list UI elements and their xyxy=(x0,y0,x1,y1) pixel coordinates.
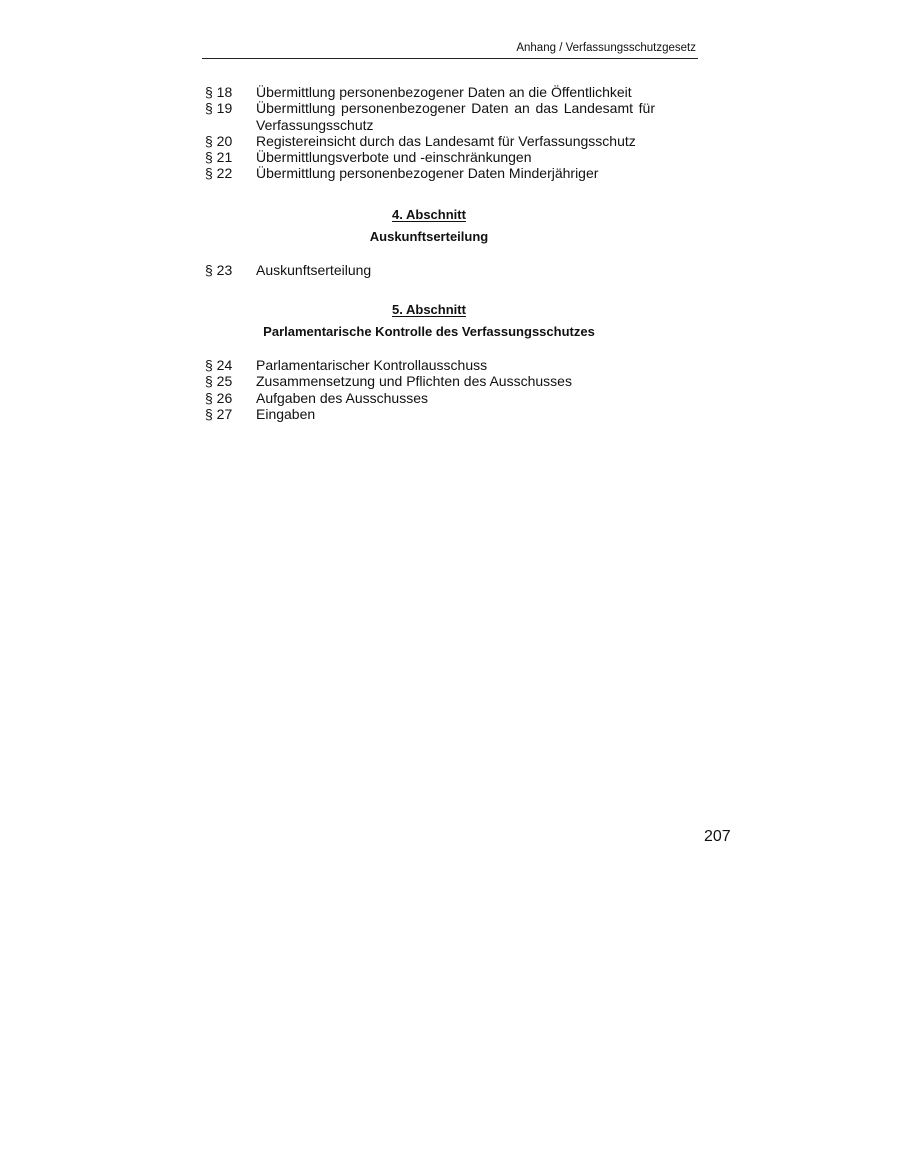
toc-entry xyxy=(205,165,665,181)
toc-entry-title: Registereinsicht durch das Landesamt für Verfassungsschutz xyxy=(256,132,636,149)
toc-entry xyxy=(205,262,665,278)
toc-entry xyxy=(205,149,665,165)
toc-list-group-2 xyxy=(205,262,665,278)
toc-list-group-3 xyxy=(205,357,665,422)
section-4-title: Auskunftserteilung xyxy=(369,229,489,244)
toc-entry-number: § 21 xyxy=(205,149,233,166)
running-header xyxy=(202,41,698,59)
toc-entry-number: § 26 xyxy=(205,389,233,406)
toc-entry-number: § 24 xyxy=(205,357,233,373)
toc-entry-title: Übermittlung personenbezogener Daten an die Öffentlichkeit xyxy=(256,84,632,100)
toc-entry xyxy=(205,406,665,422)
toc-entry-title: Parlamentarischer Kontrollausschuss xyxy=(256,357,488,373)
toc-entry xyxy=(205,357,665,373)
toc-entry-title: Übermittlung personenbezogener Daten an das Landesamt für Verfassungsschutz xyxy=(256,100,655,133)
toc-entry-number: § 23 xyxy=(205,262,233,278)
toc-entry-title: Eingaben xyxy=(256,405,316,422)
running-header-text: Anhang / Verfassungsschutzgesetz xyxy=(516,42,696,54)
toc-entry-number: § 20 xyxy=(205,132,233,149)
toc-entry-number: § 22 xyxy=(205,165,233,182)
toc-entry xyxy=(205,100,665,133)
toc-entry-title: Übermittlungsverbote und -einschränkungen xyxy=(256,149,532,166)
toc-entry-title: Zusammensetzung und Pflichten des Ausschusses xyxy=(256,373,572,390)
page-number: 207 xyxy=(704,828,731,845)
toc-entry xyxy=(205,84,665,100)
toc-entry-title: Übermittlung personenbezogener Daten Minderjähriger xyxy=(256,165,599,182)
toc-entry-number: § 27 xyxy=(205,405,233,422)
toc-entry xyxy=(205,373,665,389)
toc-entry-title: Aufgaben des Ausschusses xyxy=(256,389,429,406)
toc-entry-number: § 25 xyxy=(205,373,233,390)
toc-entry xyxy=(205,133,665,149)
section-5-title: Parlamentarische Kontrolle des Verfassungsschutzes xyxy=(263,324,595,339)
section-5-number xyxy=(202,302,656,318)
toc-entry xyxy=(205,390,665,406)
section-4-number xyxy=(202,207,656,223)
toc-list-group-1 xyxy=(205,84,665,182)
toc-entry-title: Auskunftserteilung xyxy=(256,262,372,278)
section-5-number-text: 5. Abschnitt xyxy=(392,302,466,317)
section-4-number-text: 4. Abschnitt xyxy=(392,207,466,222)
toc-entry-number: § 19 xyxy=(205,100,233,117)
toc-entry-number: § 18 xyxy=(205,84,233,100)
